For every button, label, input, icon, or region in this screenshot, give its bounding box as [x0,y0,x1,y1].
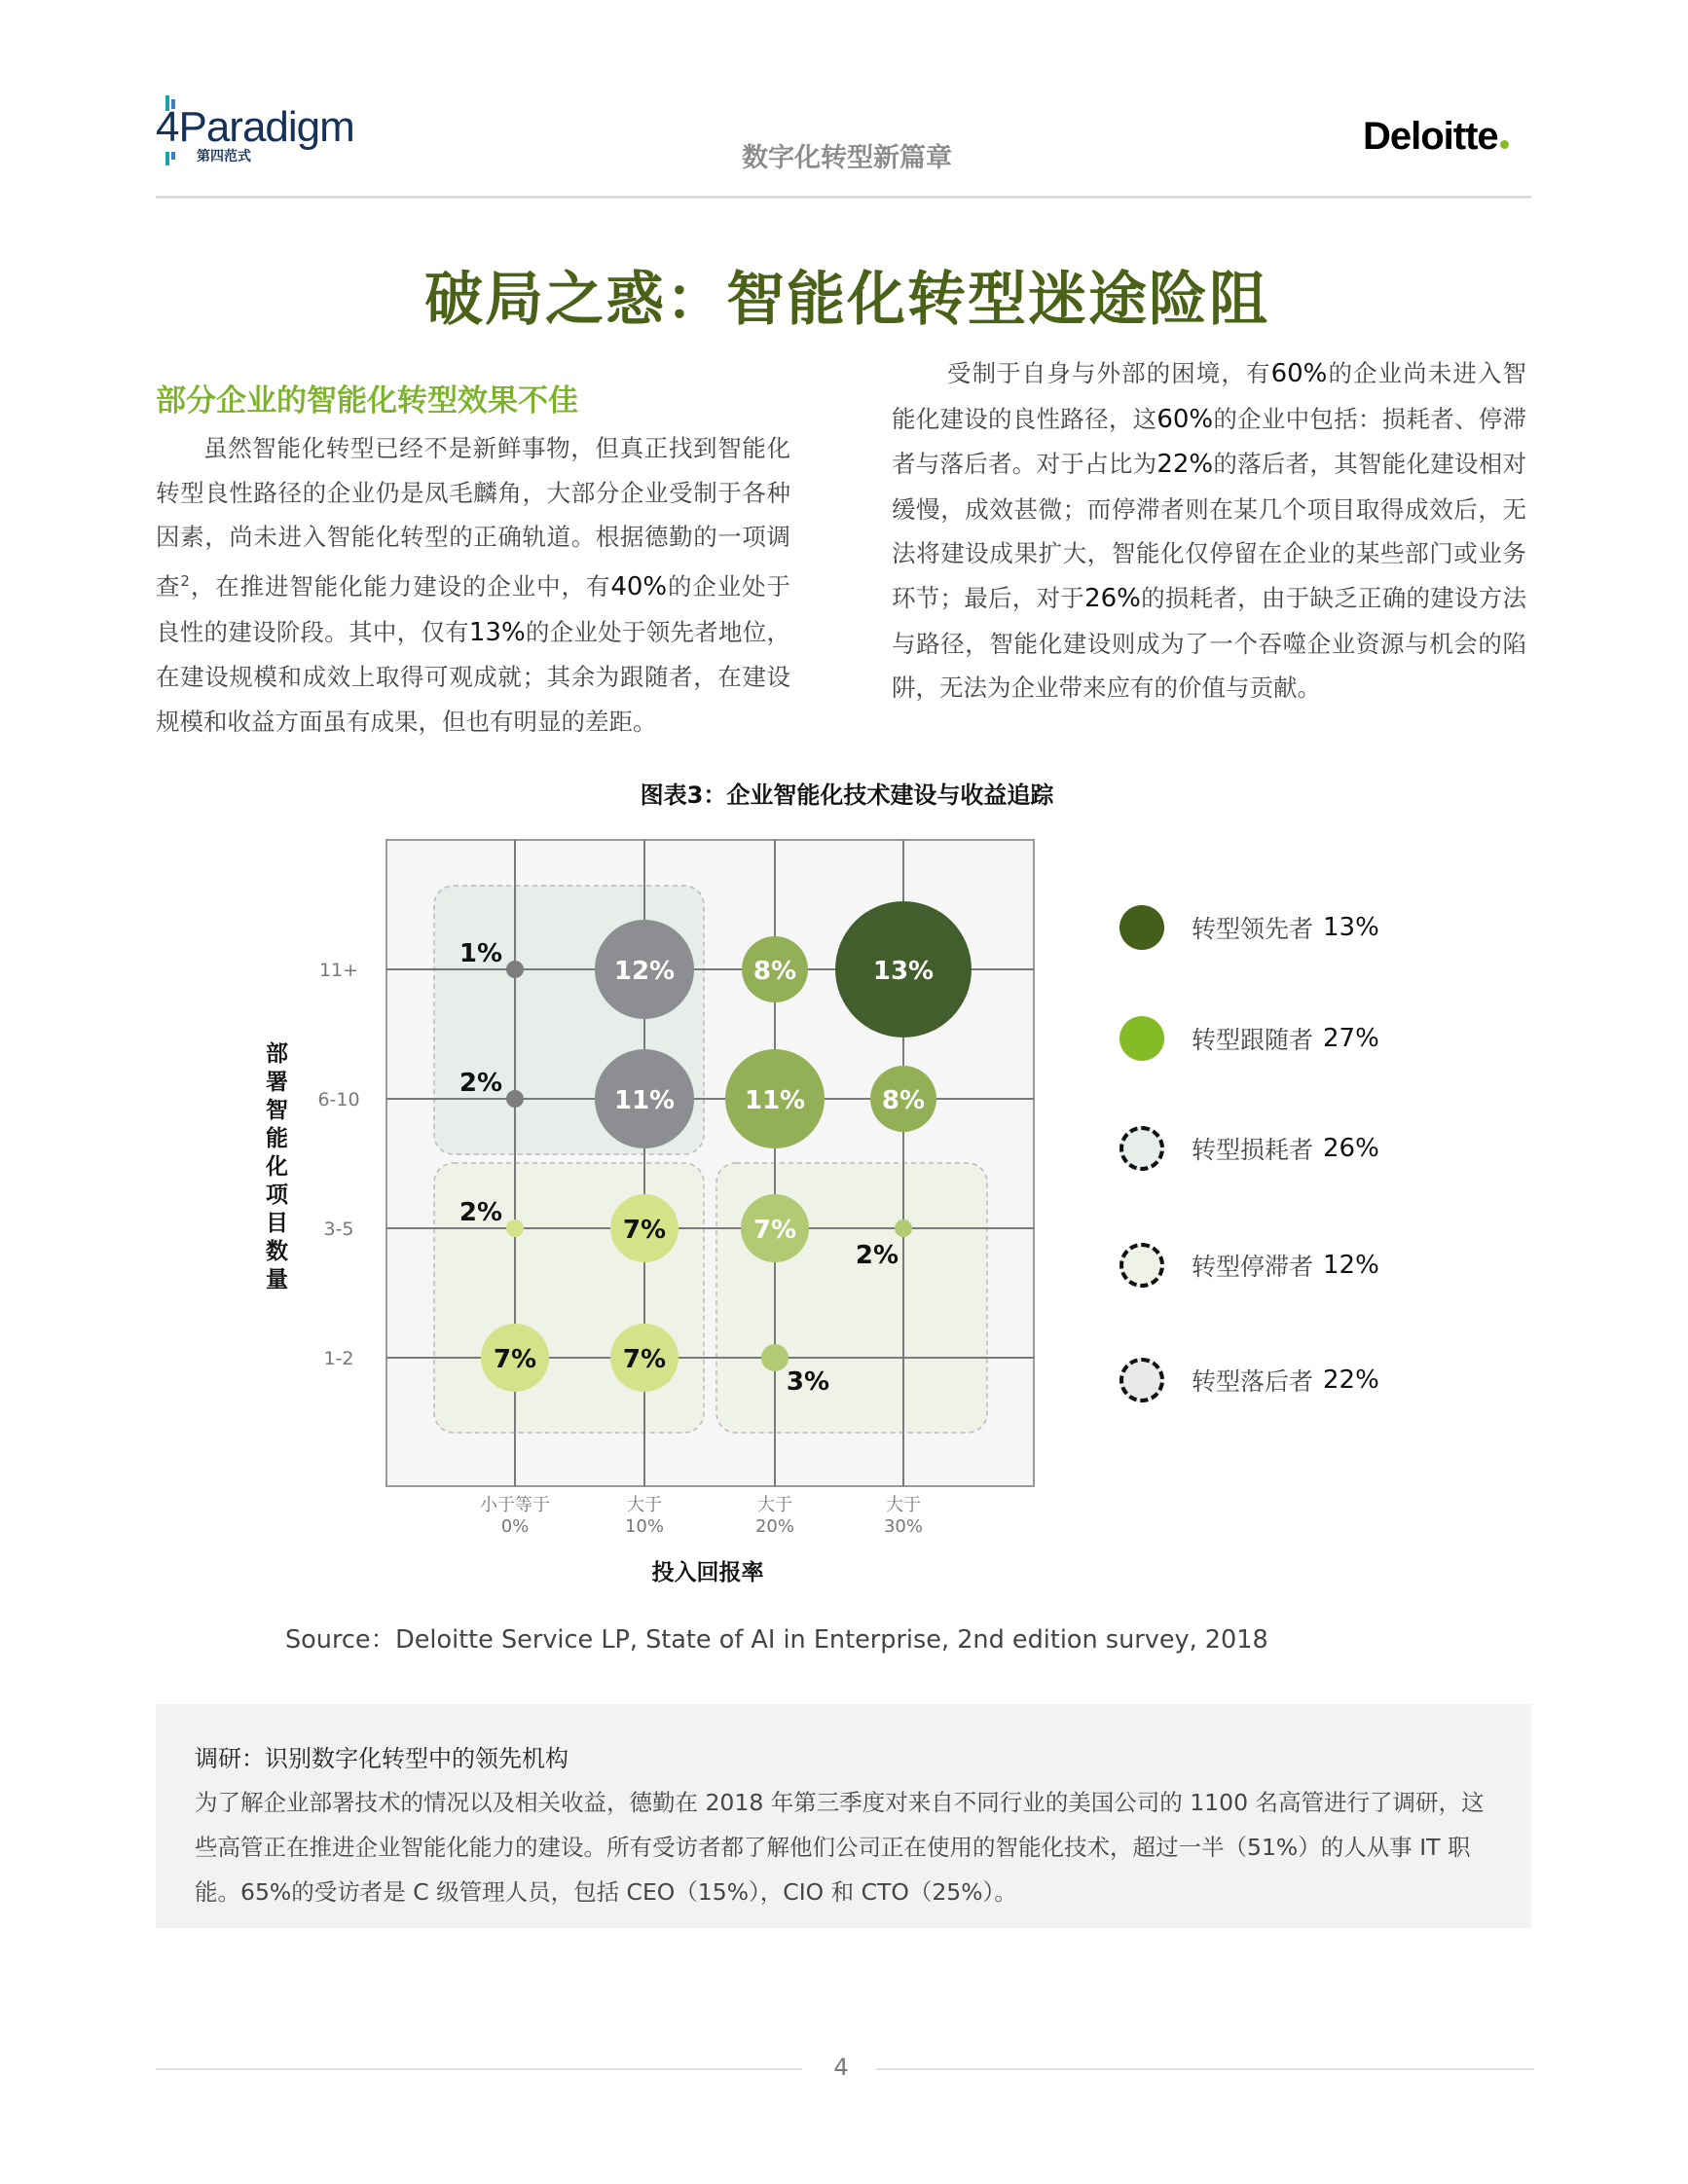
deloitte-logo-text: Deloitte [1363,115,1498,158]
section-heading: 部分企业的智能化转型效果不佳 [156,383,578,419]
legend-label: 转型领先者 [1192,915,1314,943]
survey-box [156,1704,1531,1928]
legend-value: 26% [1323,1134,1379,1163]
bubble-label: 7% [622,1216,667,1245]
x-tick-label: 10% [624,1516,665,1537]
legend-item [1119,1355,1379,1405]
x-axis-title: 投入回报率 [651,1560,764,1585]
bubble-label: 7% [493,1345,537,1374]
text-run: 的企业处于领先者地位，在建设规模和成效上取得可观成就；其余为跟随者，在建设规模和收益方面虽有成果，但也有明显的差距。 [156,617,790,736]
x-tick-label: 大于 [886,1495,921,1515]
highlight-number: 40% [610,571,668,601]
legend-swatch-icon [1119,1126,1164,1171]
footer-divider [156,2068,802,2070]
bubble-label: 2% [459,1069,503,1098]
text-run: 受制于自身与外部的困境，有 [947,359,1271,387]
page-title: 破局之惑：智能化转型迷途险阻 [424,266,1269,334]
bubble-stagnant [895,1219,912,1237]
bubble-label: 8% [881,1086,926,1115]
footer-divider [876,2068,1534,2070]
x-tick-label: 0% [500,1516,530,1537]
survey-title: 调研：识别数字化转型中的领先机构 [195,1745,569,1772]
bubble-label: 8% [752,957,797,986]
y-tick-label: 3-5 [323,1219,354,1240]
legend-value: 13% [1323,913,1379,942]
footnote-ref: 2 [180,571,190,590]
bubble-label: 7% [752,1216,797,1245]
bubble-label: 7% [622,1345,667,1374]
x-tick-label: 小于等于 [480,1495,550,1515]
highlight-number: 13% [468,617,526,647]
legend-label: 转型损耗者 [1192,1136,1314,1164]
legend-swatch-icon [1119,1243,1164,1288]
bubble-label: 3% [786,1367,830,1397]
text-run: 的损耗者，由于缺乏正确的建设方法与路径，智能化建设则成为了一个吞噬企业资源与机会的陷阱，无法为企业带来应有的价值与贡献。 [892,583,1527,703]
highlight-number: 60% [1156,404,1214,434]
y-tick-label: 6-10 [317,1089,360,1110]
bubble-label: 2% [459,1198,503,1227]
bubble-wastrel [506,1219,524,1237]
bubble-laggard [506,1090,524,1108]
source-note: Source：Deloitte Service LP, State of AI in Enterprise, 2nd edition survey, 2018 [285,1625,1268,1655]
highlight-number: 60% [1270,359,1328,388]
legend-label: 转型落后者 [1192,1367,1314,1396]
x-tick-label: 30% [883,1516,924,1537]
x-tick-label: 20% [754,1516,795,1537]
legend-value: 22% [1323,1365,1379,1395]
legend-item [1119,902,1379,953]
y-axis-title: 部署智能化项目数量 [262,1041,287,1295]
legend-swatch-icon [1119,905,1164,950]
page-number: 4 [833,2054,849,2081]
x-tick-label: 大于 [757,1495,792,1515]
bubble-label: 1% [459,939,503,968]
legend-label: 转型跟随者 [1192,1026,1314,1054]
text-run: 的落后者，其智能化建设相对缓慢，成效甚微；而停滞者则在某几个项目取得成效后，无法将建设成果扩大，智能化仅停留在企业的某些部门或业务环节；最后，对于 [892,450,1526,612]
survey-body: 为了解企业部署技术的情况以及相关收益，德勤在 2018 年第三季度对来自不同行业的美国公司的 1100 名高管进行了调研，这些高管正在推进企业智能化能力的建设。所有受访者都了解他们公司正在使用的智能化技术，超过一半（51%）的人从事 IT 职能。65%的受访者是 C 级管理人员，包括 CEO（15%），CIO 和 CTO（25%）。 [195,1789,1485,1906]
logo-text: 4Paradigm [156,103,354,151]
bubble-label: 12% [613,957,676,986]
text-run: ，在推进智能化能力建设的企业中，有 [189,571,611,601]
text-run: 的企业中包括：损耗者、停滞者与落后者。对于占比为 [892,404,1526,479]
legend-item [1119,1240,1379,1291]
legend-value: 27% [1323,1024,1379,1053]
highlight-number: 22% [1156,450,1214,480]
legend-item [1119,1013,1379,1064]
bubble-label: 11% [613,1086,676,1115]
legend-swatch-icon [1119,1358,1164,1402]
bubble-label: 11% [744,1086,806,1115]
y-tick-label: 1-2 [323,1348,354,1369]
y-tick-label: 11+ [318,960,359,981]
legend-value: 12% [1323,1251,1379,1280]
legend-label: 转型停滞者 [1192,1253,1314,1281]
highlight-number: 26% [1084,583,1141,613]
x-tick-label: 大于 [627,1495,662,1515]
header-title: 数字化转型新篇章 [742,143,952,173]
text-run: 虽然智能化转型已经不是新鲜事物，但真正找到智能化转型良性路径的企业仍是凤毛麟角，大部分企业受制于各种因素，尚未进入智能化转型的正确轨道。根据德勤的一项调查 [156,434,790,601]
bubble-stagnant [761,1344,789,1371]
legend-item [1119,1123,1379,1174]
bubble-label: 13% [872,957,935,986]
bubble-label: 2% [855,1241,899,1270]
text-run: 的企业处于良性的建设阶段。其中，仅有 [156,571,791,646]
text-run: 的企业尚未进入智能化建设的良性路径，这 [892,359,1527,433]
logo-subtext: 第四范式 [197,149,251,164]
chart-title: 图表3：企业智能化技术建设与收益追踪 [640,782,1054,809]
bubble-laggard [506,961,524,978]
legend-swatch-icon [1119,1016,1164,1061]
